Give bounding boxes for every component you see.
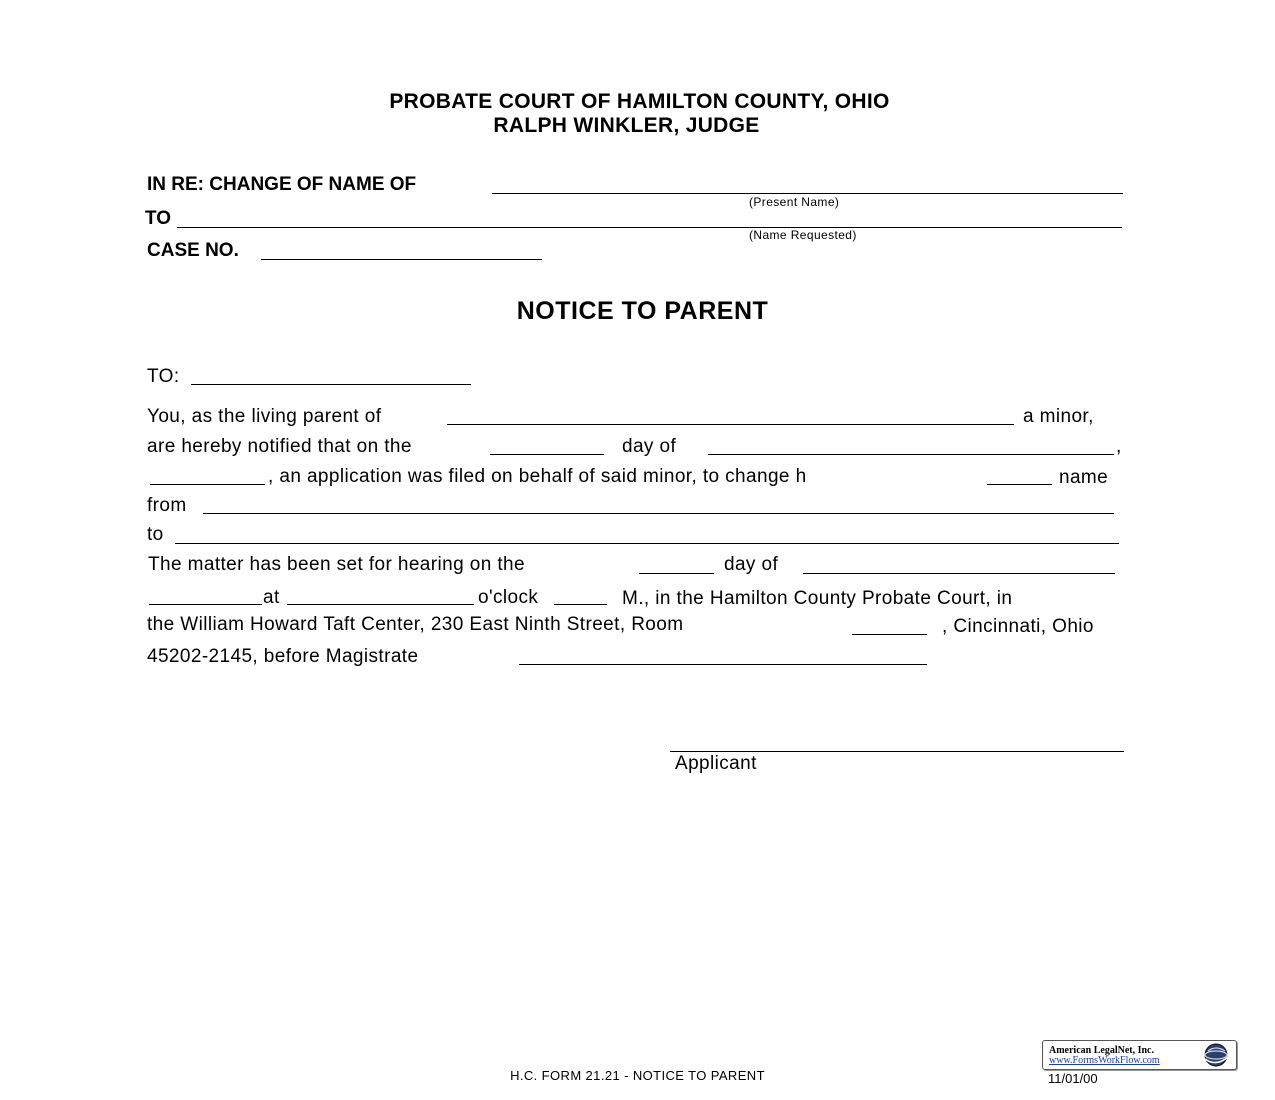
judge-name: RALPH WINKLER, JUDGE xyxy=(493,114,760,137)
filing-comma: , xyxy=(1116,436,1122,457)
hearing-text: The matter has been set for hearing on the xyxy=(148,554,525,575)
publisher-name: American LegalNet, Inc. xyxy=(1049,1045,1154,1056)
case-no-label: CASE NO. xyxy=(147,240,239,261)
from-name-field[interactable] xyxy=(203,513,1114,514)
hearing-year-field[interactable] xyxy=(149,604,262,605)
at-text: at xyxy=(263,587,280,608)
applicant-signature-field[interactable] xyxy=(670,751,1124,752)
parent-of-text: You, as the living parent of xyxy=(147,406,382,427)
document-title: NOTICE TO PARENT xyxy=(516,297,769,325)
filing-month-field[interactable] xyxy=(708,454,1114,455)
in-re-label: IN RE: CHANGE OF NAME OF xyxy=(147,174,417,195)
hearing-time-field[interactable] xyxy=(287,604,474,605)
pronoun-field[interactable] xyxy=(987,484,1052,485)
room-field[interactable] xyxy=(852,634,927,635)
notice-to-label: TO: xyxy=(147,366,180,387)
notice-to-field[interactable] xyxy=(191,384,471,385)
publisher-badge xyxy=(1042,1040,1237,1070)
name-text: name xyxy=(1059,467,1109,488)
notified-text: are hereby notified that on the xyxy=(147,436,412,457)
filing-day-field[interactable] xyxy=(490,454,604,455)
to-label: TO xyxy=(145,208,172,229)
application-text: , an application was filed on behalf of said minor, to change h xyxy=(268,466,807,487)
oclock-text: o'clock xyxy=(478,587,539,608)
filing-day-of-text: day of xyxy=(622,436,677,457)
magistrate-text: 45202-2145, before Magistrate xyxy=(147,646,419,667)
minor-name-field[interactable] xyxy=(447,424,1014,425)
court-name: PROBATE COURT OF HAMILTON COUNTY, OHIO xyxy=(389,90,890,113)
city-text: , Cincinnati, Ohio xyxy=(942,616,1094,637)
address-text: the William Howard Taft Center, 230 East Ninth Street, Room xyxy=(147,614,684,635)
from-label: from xyxy=(147,495,187,516)
magistrate-field[interactable] xyxy=(519,664,927,665)
to-name-label: to xyxy=(147,524,164,545)
globe-logo-icon xyxy=(1199,1042,1233,1073)
filing-year-field[interactable] xyxy=(150,484,265,485)
hearing-day-of-text: day of xyxy=(724,554,779,575)
name-requested-hint: (Name Requested) xyxy=(749,228,857,242)
present-name-hint: (Present Name) xyxy=(749,195,840,209)
present-name-field[interactable] xyxy=(492,193,1123,194)
applicant-label: Applicant xyxy=(675,753,757,774)
a-minor-text: a minor, xyxy=(1023,406,1094,427)
name-requested-field[interactable] xyxy=(177,227,1122,228)
publisher-url[interactable]: www.FormsWorkFlow.com xyxy=(1049,1055,1160,1066)
hearing-month-field[interactable] xyxy=(803,573,1115,574)
case-no-field[interactable] xyxy=(261,259,542,260)
form-id: H.C. FORM 21.21 - NOTICE TO PARENT xyxy=(510,1068,765,1083)
form-date: 11/01/00 xyxy=(1048,1071,1098,1086)
to-name-field[interactable] xyxy=(175,543,1119,544)
court-location-text: M., in the Hamilton County Probate Court, in xyxy=(622,588,1013,609)
am-pm-field[interactable] xyxy=(554,604,607,605)
hearing-day-field[interactable] xyxy=(639,573,714,574)
